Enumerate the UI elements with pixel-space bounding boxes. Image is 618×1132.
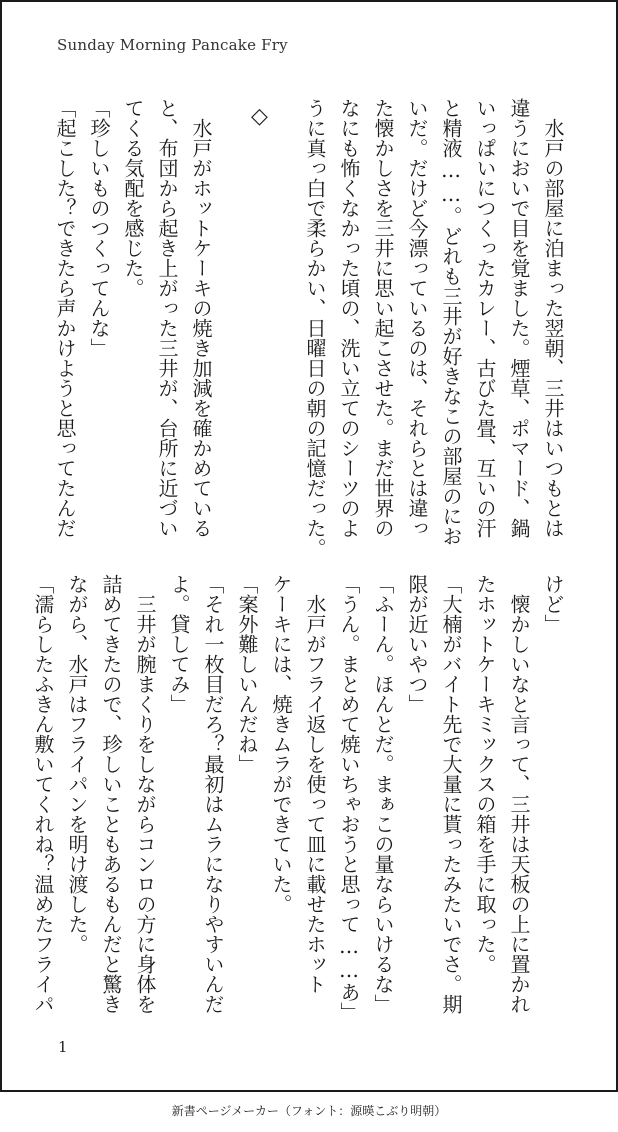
- text-line: 「起こした？できたら声かけようと思ってたんだ: [53, 98, 77, 538]
- text-line: てくる気配を感じた。: [121, 98, 145, 298]
- text-line: と精液……。どれも三井が好きなこの部屋のにお: [439, 98, 463, 546]
- text-line: 「ふーん。ほんとだ。まぁこの量ならいけるな」: [371, 574, 395, 1014]
- text-line: 詰めてきたので、珍しいこともあるもんだと驚き: [99, 574, 123, 1014]
- text-line: 「珍しいものつくってんな」: [87, 98, 111, 358]
- page-title: Sunday Morning Pancake Fry: [57, 36, 288, 54]
- text-line: いっぱいにつくったカレー、古びた畳、互いの汗: [473, 98, 497, 538]
- text-line: 限が近いやつ」: [405, 574, 429, 714]
- text-line: 「案外難しいんだね」: [235, 574, 259, 774]
- text-line: うに真っ白で柔らかい、日曜日の朝の記憶だった。: [303, 98, 327, 558]
- text-line: と、布団から起き上がった三井が、台所に近づい: [155, 98, 179, 538]
- page-number: 1: [58, 1038, 68, 1056]
- footer-credit: 新書ページメーカー（フォント：源暎こぶり明朝）: [171, 1104, 447, 1118]
- text-line: けど」: [541, 574, 565, 634]
- text-line: 「うん。まとめて焼いちゃおうと思って……あ」: [337, 574, 361, 1022]
- text-line: よ。貸してみ」: [167, 574, 191, 714]
- text-line: 「濡らしたふきん敷いてくれね？温めたフライパ: [31, 574, 55, 1014]
- scene-break-diamond: ◇: [251, 104, 268, 129]
- text-line: 「大楠がバイト先で大量に貰ったみたいでさ。期: [439, 574, 463, 1014]
- text-line: 水戸がホットケーキの焼き加減を確かめている: [189, 98, 213, 538]
- text-line: 三井が腕まくりをしながらコンロの方に身体を: [133, 574, 157, 1014]
- text-line: 懐かしいなと言って、三井は天板の上に置かれ: [507, 574, 531, 1014]
- text-line: いだ。だけど今漂っているのは、それらとは違っ: [405, 98, 429, 538]
- text-line: た懐かしさを三井に思い起こさせた。まだ世界の: [371, 98, 395, 538]
- text-line: 違うにおいで目を覚ました。煙草、ポマード、鍋: [507, 98, 531, 538]
- text-line: ながら、水戸はフライパンを明け渡した。: [65, 574, 89, 954]
- text-line: ケーキには、焼きムラができていた。: [269, 574, 293, 914]
- text-line: たホットケーキミックスの箱を手に取った。: [473, 574, 497, 974]
- text-line: 水戸がフライ返しを使って皿に載せたホット: [303, 574, 327, 994]
- text-line: 「それ一枚目だろ？最初はムラになりやすいんだ: [201, 574, 225, 1014]
- text-line: なにも怖くなかった頃の、洗い立てのシーツのよ: [337, 98, 361, 538]
- text-line: 水戸の部屋に泊まった翌朝、三井はいつもとは: [541, 98, 565, 538]
